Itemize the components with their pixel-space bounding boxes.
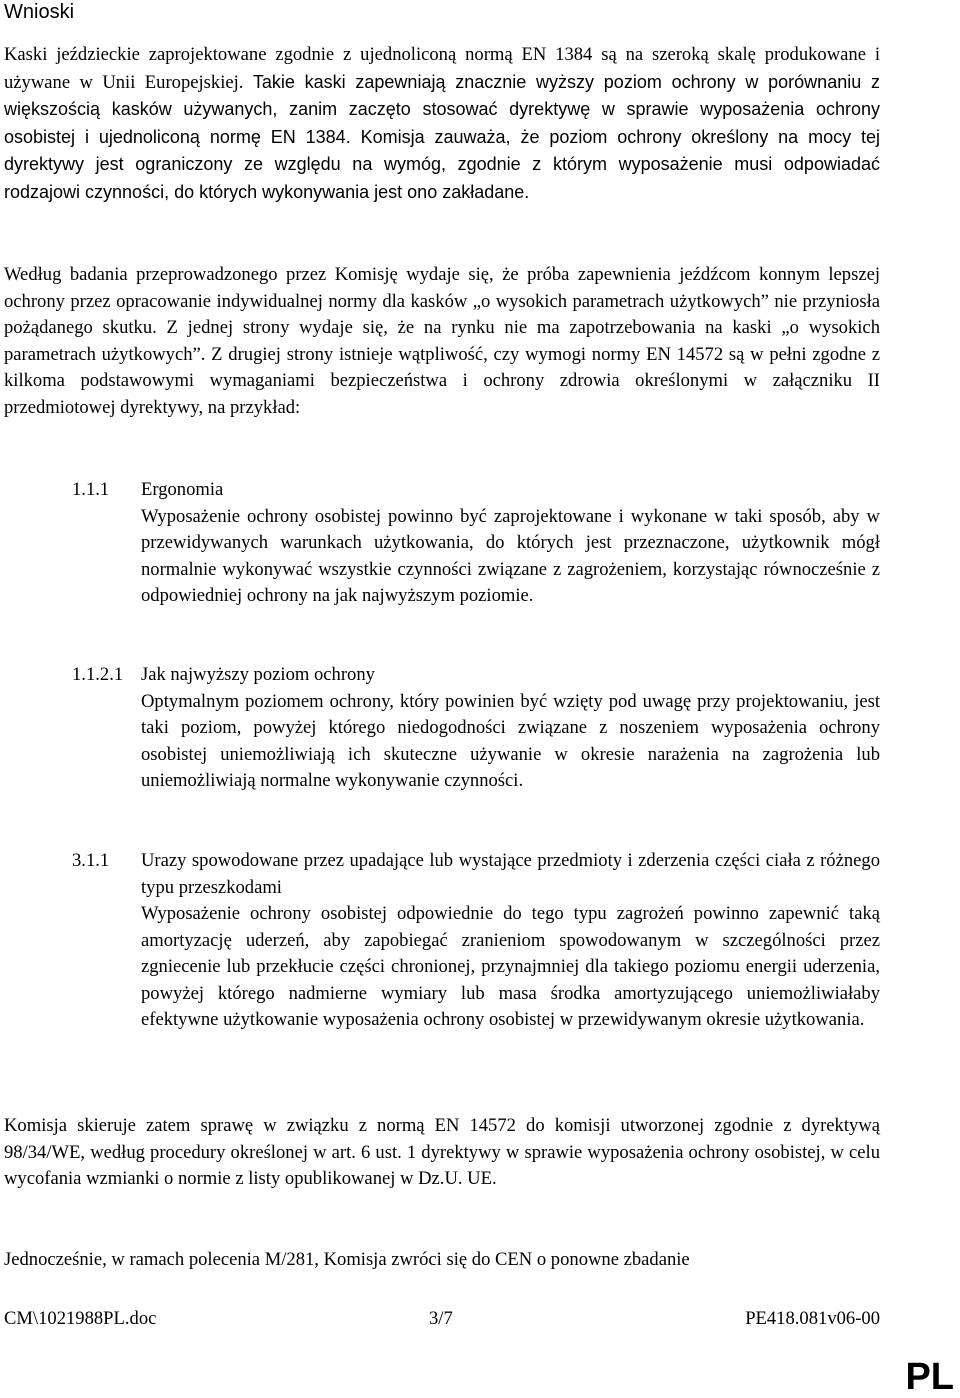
language-code: PL	[905, 1356, 954, 1398]
page-footer	[4, 1306, 880, 1332]
item-title: Jak najwyższy poziom ochrony	[141, 664, 375, 685]
item-body: Wyposażenie ochrony osobistej odpowiednie do tego typu zagrożeń powinno zapewnić taką amortyzację uderzeń, aby zapobiegać zranieniom spowodowanym w szczególności przez zgniecenie lub przekłucie części chronionej, przynajmniej dla takiego poziomu energii uderzenia, powyżej którego nadmierne wymiary lub masa środka amortyzującego uniemożliwiałaby efektywne użytkowanie wyposażenia ochrony osobistej w przewidywanym okresie użytkowania.	[141, 903, 880, 1030]
footer-reference: PE418.081v06-00	[745, 1308, 880, 1329]
paragraph-1	[4, 42, 880, 206]
paragraph-1-part-2: Takie kaski zapewniają znacznie wyższy poziom ochrony w porównaniu z większością kasków używanych, zanim zaczęto stosować dyrektywę w sprawie wyposażenia ochrony osobistej i ujednoliconą normę EN 1384. Komisja zauważa, że poziom ochrony określony na mocy tej dyrektywy jest ograniczony ze względu na wymóg, zgodnie z którym wyposażenie musi odpowiadać rodzajowi czynności, do których wykonywania jest ono zakładane.	[4, 71, 880, 202]
section-heading: Wnioski	[4, 1, 75, 23]
paragraph-2: Według badania przeprowadzonego przez Komisję wydaje się, że próba zapewnienia jeźdźcom konnym lepszej ochrony przez opracowanie indywidualnej normy dla kasków „o wysokich parametrach użytkowych” nie przyniosła pożądanego skutku. Z jednej strony wydaje się, że na rynku nie ma zapotrzebowania na kaski „o wysokich parametrach użytkowych”. Z drugiej strony istnieje wątpliwość, czy wymogi normy EN 14572 są w pełni zgodne z kilkoma podstawowymi wymaganiami bezpieczeństwa i ochrony zdrowia określonymi w załączniku II przedmiotowej dyrektywy, na przykład:	[4, 264, 880, 418]
item-title: Urazy spowodowane przez upadające lub wystające przedmioty i zderzenia części ciała z różnego typu przeszkodami	[141, 850, 880, 898]
paragraph-3: Komisja skieruje zatem sprawę w związku z normą EN 14572 do komisji utworzonej zgodnie z dyrektywą 98/34/WE, według procedury określonej w art. 6 ust. 1 dyrektywy w sprawie wyposażenia ochrony osobistej, w celu wycofania wzmianki o normie z listy opublikowanej w Dz.U. UE.	[4, 1115, 880, 1189]
list-item-injuries	[72, 848, 880, 1093]
footer-page-number: 3/7	[429, 1308, 453, 1329]
footer-document-name: CM\1021988PL.doc	[4, 1308, 157, 1329]
item-body: Wyposażenie ochrony osobistej powinno być zaprojektowane i wykonane w taki sposób, aby w przewidywanych warunkach użytkowania, do których jest przeznaczone, użytkownik mógł normalnie wykonywać wszystkie czynności związane z zagrożeniem, korzystając równocześnie z odpowiedniej ochrony na jak najwyższym poziomie.	[141, 505, 880, 606]
paragraph-4: Jednocześnie, w ramach polecenia M/281, Komisja zwróci się do CEN o ponowne zbadanie	[4, 1249, 690, 1270]
item-number: 1.1.2.1	[72, 664, 124, 685]
item-number: 3.1.1	[72, 850, 110, 871]
item-number: 1.1.1	[72, 479, 110, 500]
list-item-protection-level	[72, 662, 880, 822]
item-body: Optymalnym poziomem ochrony, który powinien być wzięty pod uwagę przy projektowaniu, jest taki poziom, powyżej którego niedogodności związane z noszeniem wyposażenia ochrony osobistej uniemożliwiają ich skuteczne używanie w okresie narażenia na zagrożenia lub uniemożliwiają normalne wykonywanie czynności.	[141, 690, 880, 791]
list-item-ergonomia	[72, 477, 880, 637]
paragraph-1-part-1: Kaski jeździeckie zaprojektowane zgodnie z ujednoliconą normą EN 1384 są na szeroką skalę produkowane i używane w Unii Europejskiej.	[4, 44, 880, 93]
item-title: Ergonomia	[141, 479, 224, 500]
